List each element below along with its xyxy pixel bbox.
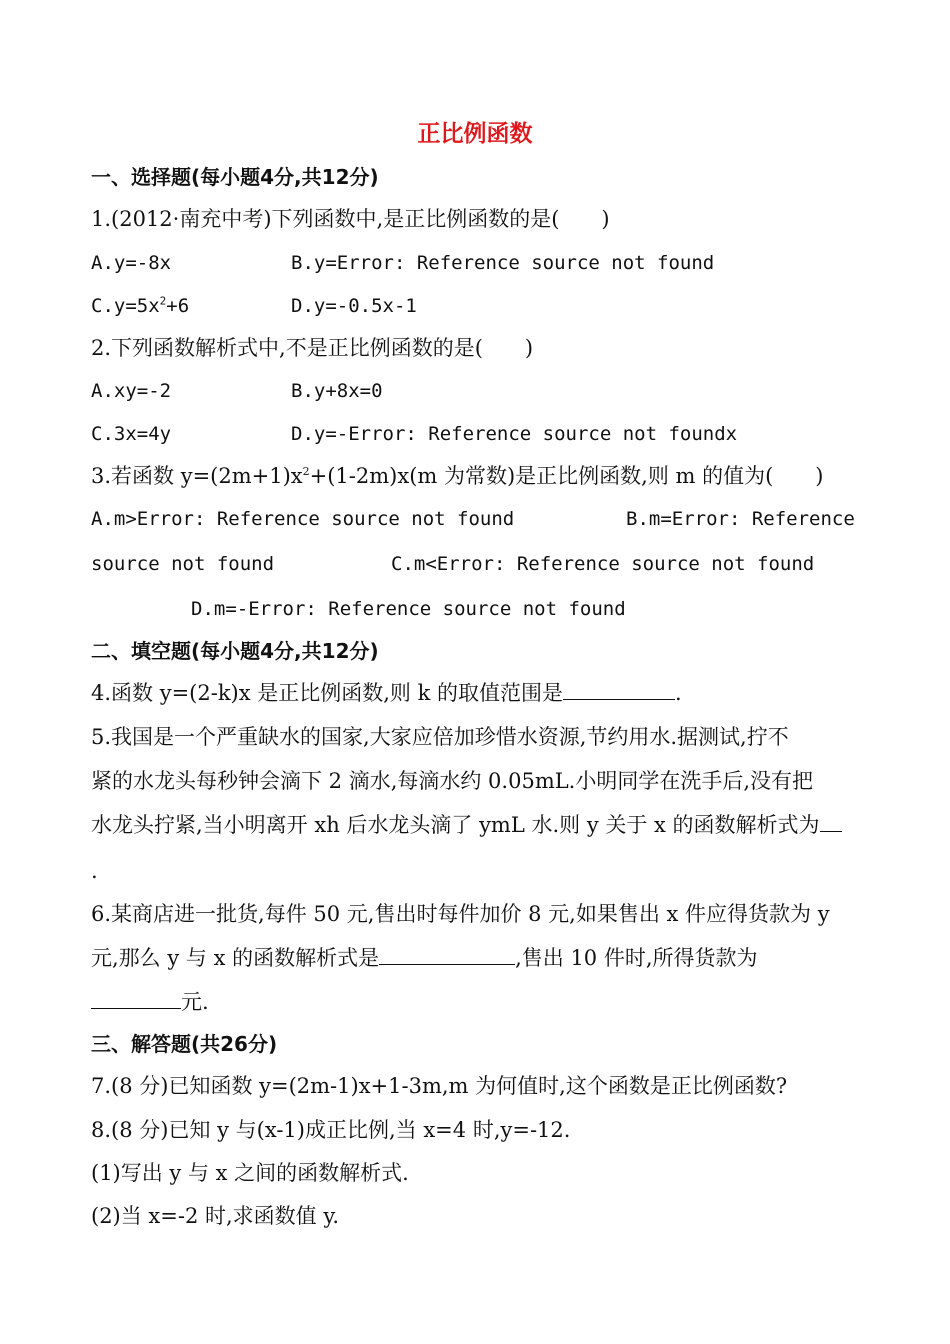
q7-stem: 7.(8 分)已知函数 y=(2m-1)x+1-3m,m 为何值时,这个函数是正比例函数?	[91, 1074, 788, 1098]
q3-option-a: A.m>Error: Reference source not found	[91, 508, 515, 530]
q5-answer-blank[interactable]	[820, 811, 842, 832]
section-heading-choice: 一、选择题(每小题4分,共12分)	[91, 165, 379, 189]
q5-line-2: 紧的水龙头每秒钟会滴下 2 滴水,每滴水约 0.05mL.小明同学在洗手后,没有把	[91, 769, 814, 793]
section-heading-fill: 二、填空题(每小题4分,共12分)	[91, 639, 379, 663]
q2-stem: 2.下列函数解析式中,不是正比例函数的是( )	[91, 336, 534, 360]
q4-answer-blank[interactable]	[563, 679, 675, 700]
q1-option-d: D.y=-0.5x-1	[291, 295, 417, 317]
q8-part-2: (2)当 x=-2 时,求函数值 y.	[91, 1204, 340, 1228]
page-title: 正比例函数	[417, 121, 533, 147]
q1-option-b: B.y=Error: Reference source not found	[291, 252, 715, 274]
q6-line-2: 元,那么 y 与 x 的函数解析式是 ,售出 10 件时,所得货款为	[91, 946, 758, 970]
q3-option-d: D.m=-Error: Reference source not found	[191, 598, 626, 620]
q2-option-c: C.3x=4y	[91, 423, 172, 445]
q1-option-a: A.y=-8x	[91, 252, 172, 274]
q2-option-b: B.y+8x=0	[291, 380, 383, 402]
section-heading-answer: 三、解答题(共26分)	[91, 1032, 278, 1056]
q2-option-a: A.xy=-2	[91, 380, 172, 402]
q3-option-b-part2: source not found	[91, 553, 275, 575]
q6-line-1: 6.某商店进一批货,每件 50 元,售出时每件加价 8 元,如果售出 x 件应得货款为 y	[91, 902, 830, 926]
q5-line-4: .	[91, 859, 98, 883]
q4-stem: 4.函数 y=(2-k)x 是正比例函数,则 k 的取值范围是 .	[91, 681, 682, 705]
q3-stem: 3.若函数 $y=(2m+1)x^2+(1-2m)x(m$ 为常数)是正比例函数,则 m 的值为( )	[91, 464, 824, 488]
q1-stem: 1.(2012·南充中考)下列函数中,是正比例函数的是( )	[91, 207, 610, 231]
q3-option-b-part1: B.m=Error: Reference	[626, 508, 855, 530]
q6-line-3: 元.	[91, 988, 209, 1016]
q5-line-3: 水龙头拧紧,当小明离开 xh 后水龙头滴了 ymL 水.则 y 关于 x 的函数解析式为	[91, 811, 842, 839]
q6-payment-blank[interactable]	[91, 988, 181, 1009]
q8-stem: 8.(8 分)已知 y 与(x-1)成正比例,当 x=4 时,y=-12.	[91, 1118, 571, 1142]
q2-option-d: D.y=-Error: Reference source not foundx	[291, 423, 738, 445]
q3-option-c: C.m<Error: Reference source not found	[391, 553, 815, 575]
q6-formula-blank[interactable]	[379, 944, 515, 965]
q5-line-1: 5.我国是一个严重缺水的国家,大家应倍加珍惜水资源,节约用水.据测试,拧不	[91, 725, 789, 749]
q1-option-c: $C.y=5x^2+6$	[91, 294, 190, 317]
q8-part-1: (1)写出 y 与 x 之间的函数解析式.	[91, 1161, 409, 1185]
